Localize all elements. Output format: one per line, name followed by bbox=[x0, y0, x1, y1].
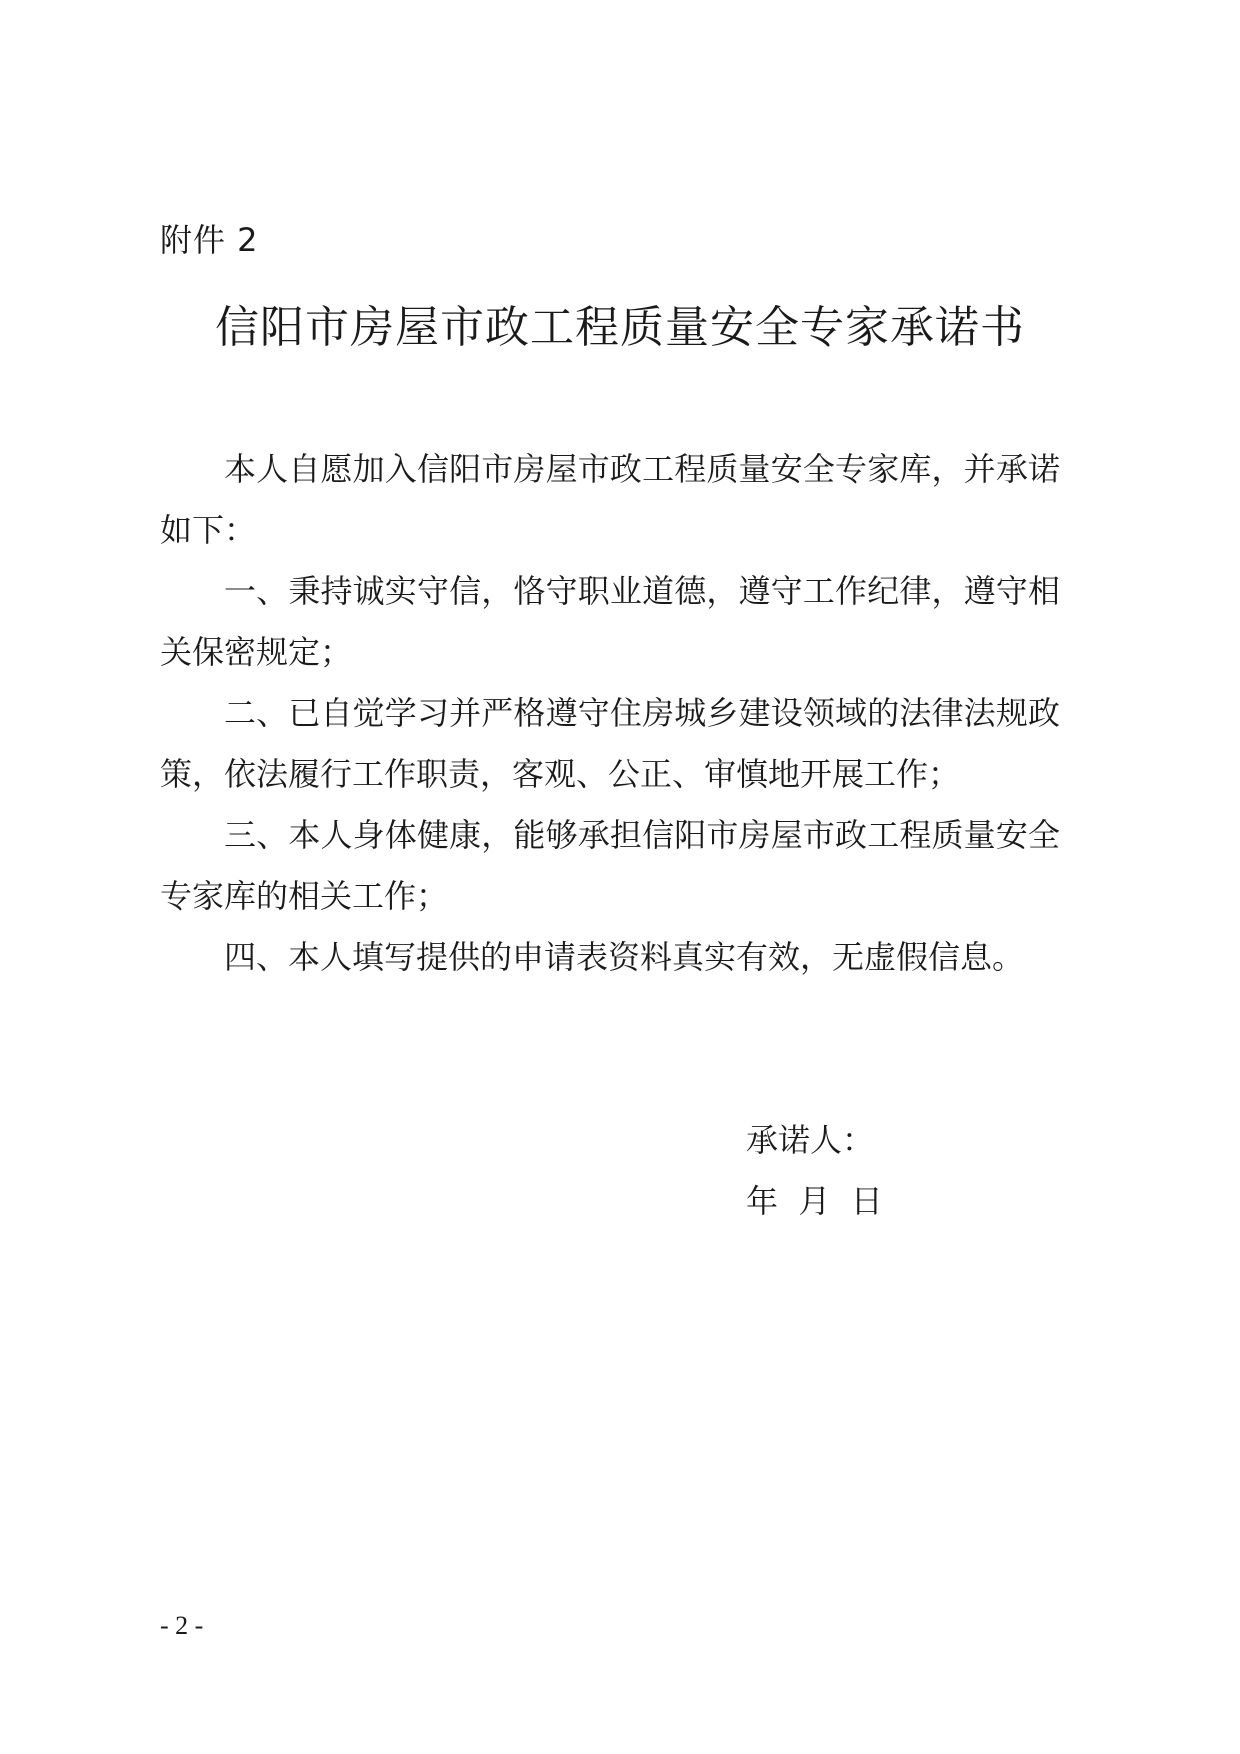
commitment-body bbox=[160, 439, 1060, 988]
commitment-item-1: 一、秉持诚实守信，恪守职业道德，遵守工作纪律，遵守相关保密规定； bbox=[160, 572, 1060, 671]
commitment-item-4: 四、本人填写提供的申请表资料真实有效，无虚假信息。 bbox=[224, 938, 1025, 976]
signature-block bbox=[746, 1110, 883, 1232]
commitment-item-3: 三、本人身体健康，能够承担信阳市房屋市政工程质量安全专家库的相关工作； bbox=[160, 816, 1060, 915]
commitment-item-2: 二、已自觉学习并严格遵守住房城乡建设领域的法律法规政策，依法履行工作职责，客观、公正、审慎地开展工作； bbox=[160, 694, 1060, 793]
attachment-label: 附件 2 bbox=[160, 221, 259, 259]
document-title: 信阳市房屋市政工程质量安全专家承诺书 bbox=[215, 302, 1025, 353]
page-number: - 2 - bbox=[160, 1611, 204, 1640]
promisor-label: 承诺人： bbox=[746, 1121, 875, 1159]
date-label: 年 月 日 bbox=[746, 1182, 883, 1220]
intro-paragraph: 本人自愿加入信阳市房屋市政工程质量安全专家库，并承诺如下： bbox=[160, 450, 1060, 549]
